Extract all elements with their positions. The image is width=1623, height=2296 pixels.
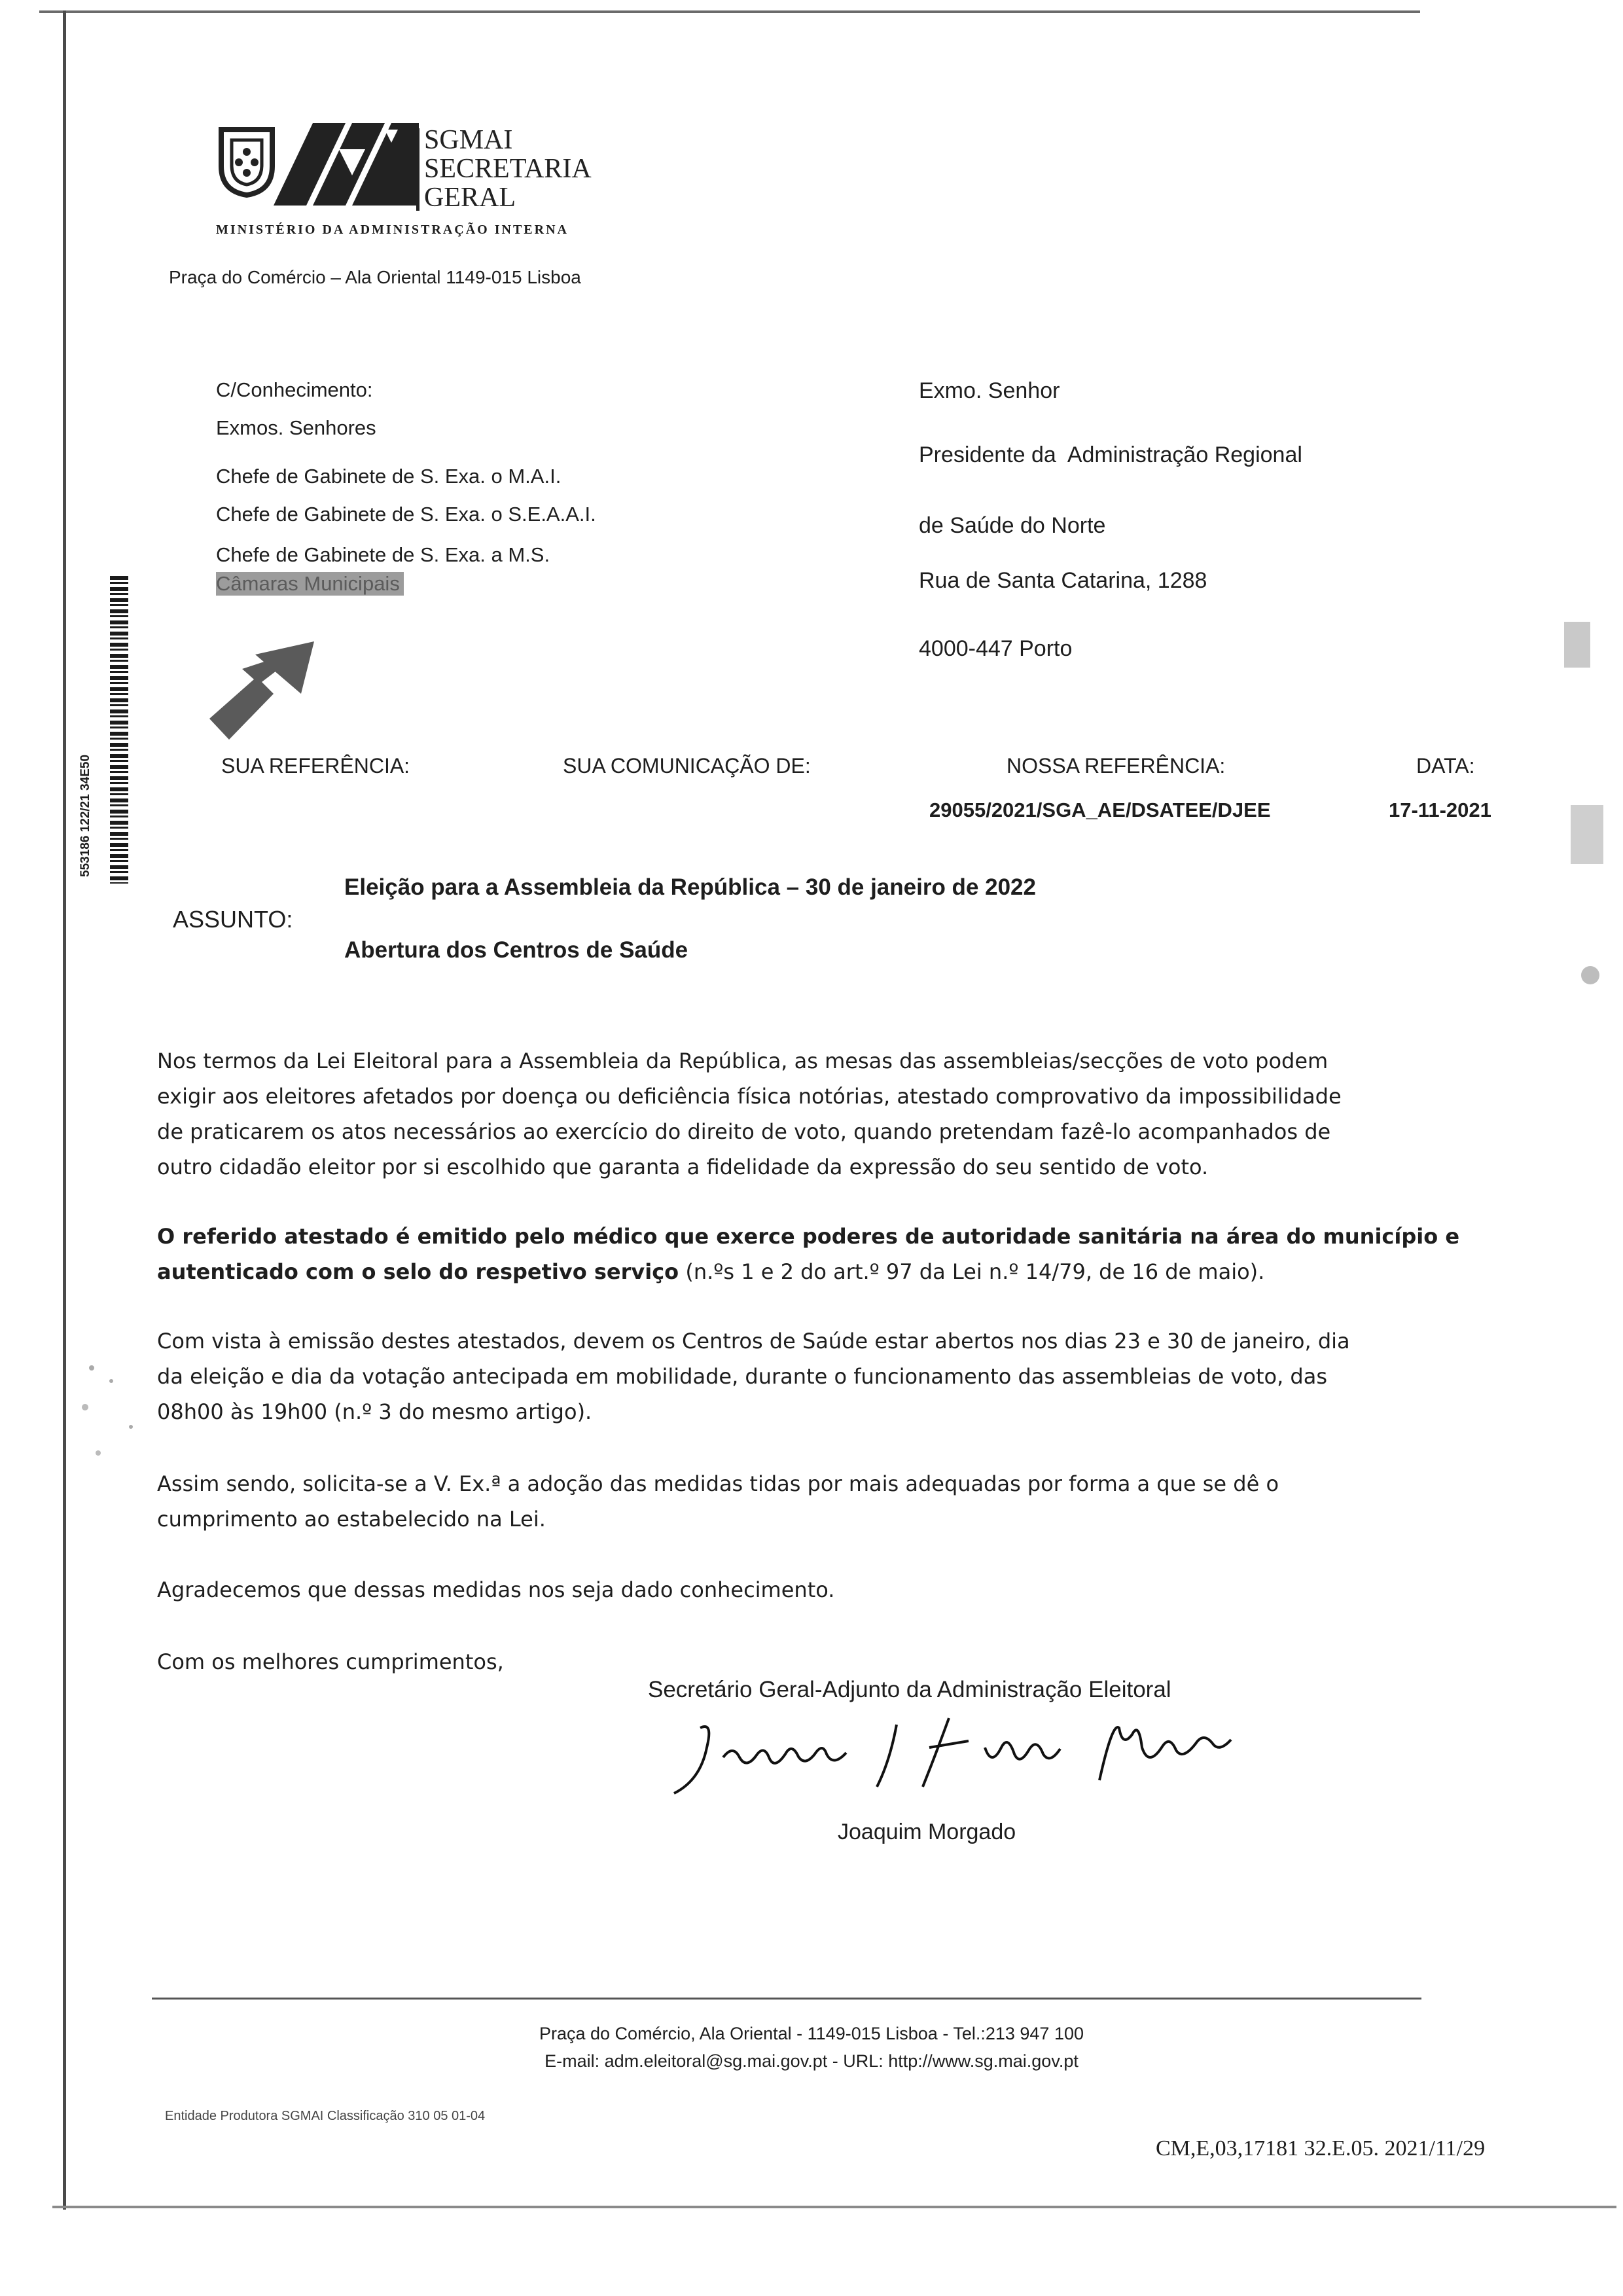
cc-title: C/Conhecimento: xyxy=(216,378,373,401)
scan-bottom-edge xyxy=(52,2206,1616,2208)
sgmai-logo-mark xyxy=(274,123,419,206)
signatory-name: Joaquim Morgado xyxy=(838,1820,1016,1844)
barcode xyxy=(110,576,128,884)
data-value: 17-11-2021 xyxy=(1389,798,1491,821)
paragraph-line: da eleição e dia da votação antecipada em mobilidade, durante o funcionamento das assembleias de voto, das xyxy=(157,1364,1327,1389)
cc-line-highlighted: Câmaras Municipais xyxy=(216,572,404,596)
paragraph-5: Agradecemos que dessas medidas nos seja dado conhecimento. xyxy=(157,1577,835,1602)
footer-address: Praça do Comércio, Ala Oriental - 1149-015 Lisboa - Tel.:213 947 100 xyxy=(539,2024,1084,2043)
logo-line-3: GERAL xyxy=(424,183,516,213)
closing: Com os melhores cumprimentos, xyxy=(157,1649,504,1674)
signatory-role: Secretário Geral-Adjunto da Administração Eleitoral xyxy=(648,1677,1171,1702)
paragraph-2 xyxy=(157,1219,1466,1289)
subject-line-1: Eleição para a Assembleia da República – 30 de janeiro de 2022 xyxy=(344,874,1036,900)
cc-line: Chefe de Gabinete de S. Exa. o M.A.I. xyxy=(216,465,562,488)
recipient-salutation: Exmo. Senhor xyxy=(919,378,1060,403)
cc-salutation: Exmos. Senhores xyxy=(216,416,376,439)
archive-stamp-code: CM,E,03,17181 32.E.05. 2021/11/29 xyxy=(1156,2136,1486,2161)
nossa-referencia-label: NOSSA REFERÊNCIA: xyxy=(1007,754,1226,778)
paragraph-line: de praticarem os atos necessários ao exercício do direito de voto, quando pretendam fazê-lo acompanhados de xyxy=(157,1119,1331,1144)
cc-line: Chefe de Gabinete de S. Exa. a M.S. xyxy=(216,543,550,566)
paragraph-line: Nos termos da Lei Eleitoral para a Assembleia da República, as mesas das assembleias/secções de voto podem xyxy=(157,1049,1329,1073)
logo-line-1: SGMAI xyxy=(424,125,513,155)
paragraph-line xyxy=(157,1254,1466,1289)
cc-line: Chefe de Gabinete de S. Exa. o S.E.A.A.I. xyxy=(216,503,596,526)
paragraph-line: Assim sendo, solicita-se a V. Ex.ª a adoção das medidas tidas por mais adequadas por forma a que se dê o xyxy=(157,1471,1279,1496)
paragraph-line: 08h00 às 19h00 (n.º 3 do mesmo artigo). xyxy=(157,1399,592,1424)
scan-noise xyxy=(72,1355,170,1473)
cc-block xyxy=(216,378,596,598)
scan-left-edge xyxy=(63,10,66,2210)
header-address: Praça do Comércio – Ala Oriental 1149-015 Lisboa xyxy=(169,267,581,287)
ministry-name: MINISTÉRIO DA ADMINISTRAÇÃO INTERNA xyxy=(216,223,569,237)
logo-line-2: SECRETARIA xyxy=(424,154,592,184)
handwritten-signature xyxy=(661,1708,1250,1806)
nossa-referencia-value: 29055/2021/SGA_AE/DSATEE/DJEE xyxy=(929,798,1271,821)
paragraph-3 xyxy=(157,1323,1466,1429)
recipient-street: Rua de Santa Catarina, 1288 xyxy=(919,568,1207,593)
scan-noise xyxy=(1544,609,1616,1014)
subject-label: ASSUNTO: xyxy=(173,906,293,933)
paragraph-line: O referido atestado é emitido pelo médico que exerce poderes de autoridade sanitária na área do município e xyxy=(157,1224,1460,1249)
recipient-postal: 4000-447 Porto xyxy=(919,636,1073,661)
logo-divider xyxy=(416,128,419,211)
arrow-pointer-icon xyxy=(190,641,321,740)
sua-referencia-label: SUA REFERÊNCIA: xyxy=(221,754,410,778)
barcode-number: 553186 122/21 34E50 xyxy=(79,754,92,877)
citation-run: (n.ºs 1 e 2 do art.º 97 da Lei n.º 14/79, de 16 de maio). xyxy=(679,1259,1265,1284)
sua-comunicacao-label: SUA COMUNICAÇÃO DE: xyxy=(563,754,811,778)
footer-contacts: E-mail: adm.eleitoral@sg.mai.gov.pt - URL: http://www.sg.mai.gov.pt xyxy=(544,2051,1079,2071)
subject-line-2: Abertura dos Centros de Saúde xyxy=(344,937,688,963)
classification: Entidade Produtora SGMAI Classificação 310 05 01-04 xyxy=(165,2109,486,2123)
paragraph-line: Com vista à emissão destes atestados, devem os Centros de Saúde estar abertos nos dias 23 e 30 de janeiro, dia xyxy=(157,1329,1350,1354)
recipient-line-1: Presidente da Administração Regional xyxy=(919,442,1302,467)
logo-wordmark xyxy=(424,126,592,212)
scan-top-edge xyxy=(39,10,1420,13)
paragraph-line: cumprimento ao estabelecido na Lei. xyxy=(157,1507,546,1532)
bold-run: autenticado com o selo do respetivo serviço xyxy=(157,1259,679,1284)
paragraph-line: outro cidadão eleitor por si escolhido que garanta a fidelidade da expressão do seu sentido de voto. xyxy=(157,1155,1209,1179)
recipient-line-2: de Saúde do Norte xyxy=(919,513,1106,538)
footer-rule xyxy=(152,1998,1421,2000)
paragraph-line: exigir aos eleitores afetados por doença ou deficiência física notórias, atestado comprovativo da impossibilidade xyxy=(157,1084,1342,1109)
paragraph-4 xyxy=(157,1466,1466,1537)
paragraph-1 xyxy=(157,1043,1466,1185)
data-label: DATA: xyxy=(1416,754,1475,778)
coat-of-arms-icon xyxy=(217,126,276,198)
